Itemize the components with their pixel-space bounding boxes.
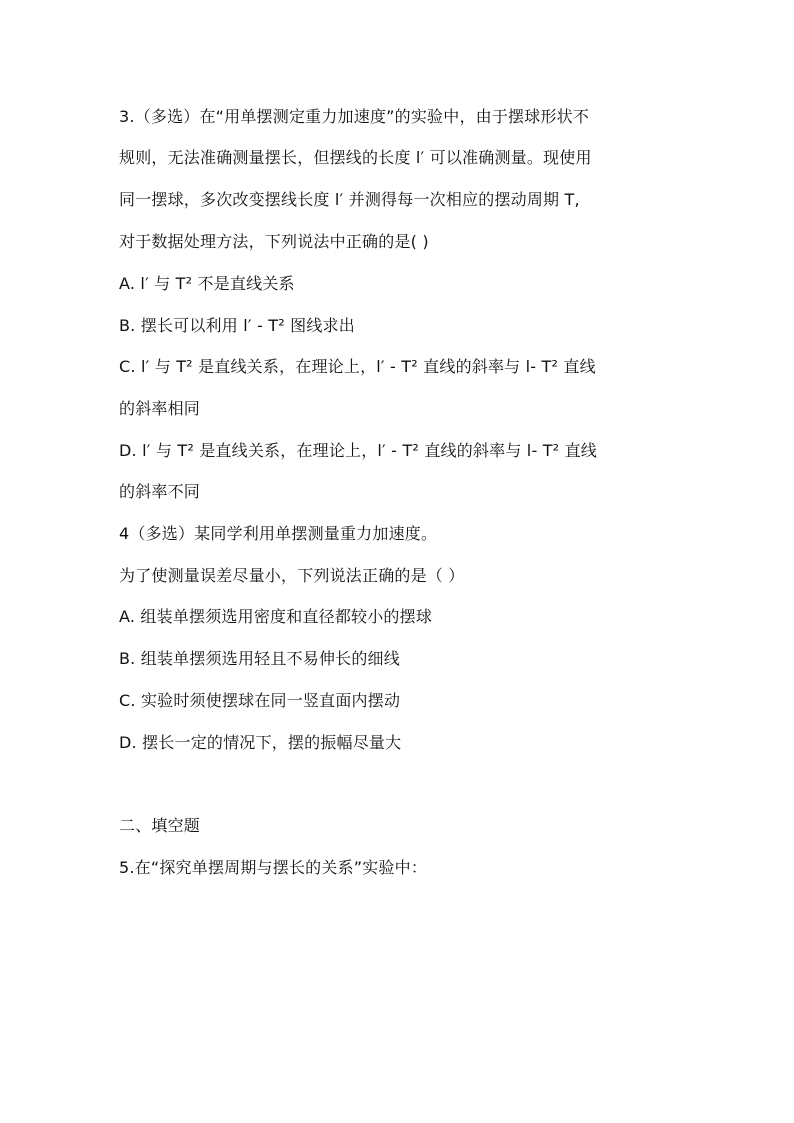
question-4-option-b: B. 组装单摆须选用轻且不易伸长的细线 [119,649,400,668]
question-4-option-a: A. 组装单摆须选用密度和直径都较小的摆球 [119,607,433,626]
question-4-line-2: 为了使测量误差尽量小，下列说法正确的是（ ） [119,566,465,585]
question-3-option-c-line-2: 的斜率相同 [119,399,201,418]
question-5-line-1: 5.在“探究单摆周期与摆长的关系”实验中： [119,858,428,877]
question-3-line-2: 规则，无法准确测量摆长，但摆线的长度 l′ 可以准确测量。现使用 [119,148,592,167]
question-3-line-1: 3.（多选）在“用单摆测定重力加速度”的实验中，由于摆球形状不 [119,107,590,126]
section-2-title: 二、填空题 [119,816,201,835]
question-3-line-4: 对于数据处理方法，下列说法中正确的是( ) [119,232,429,251]
question-3-option-c-line-1: C. l′ 与 T² 是直线关系，在理论上，l′ - T² 直线的斜率与 l- T² 直线 [119,357,596,376]
question-4-option-c: C. 实验时须使摆球在同一竖直面内摆动 [119,691,401,710]
question-4-line-1: 4（多选）某同学利用单摆测量重力加速度。 [119,524,438,543]
question-3-option-d-line-1: D. l′ 与 T² 是直线关系，在理论上，l′ - T² 直线的斜率与 l- T² 直线 [119,441,597,460]
question-3-option-b: B. 摆长可以利用 l′ - T² 图线求出 [119,316,355,335]
question-3-option-a: A. l′ 与 T² 不是直线关系 [119,274,295,293]
question-4-option-d: D. 摆长一定的情况下，摆的振幅尽量大 [119,733,402,752]
question-3-option-d-line-2: 的斜率不同 [119,482,201,501]
question-3-line-3: 同一摆球，多次改变摆线长度 l′ 并测得每一次相应的摆动周期 T, [119,190,580,209]
